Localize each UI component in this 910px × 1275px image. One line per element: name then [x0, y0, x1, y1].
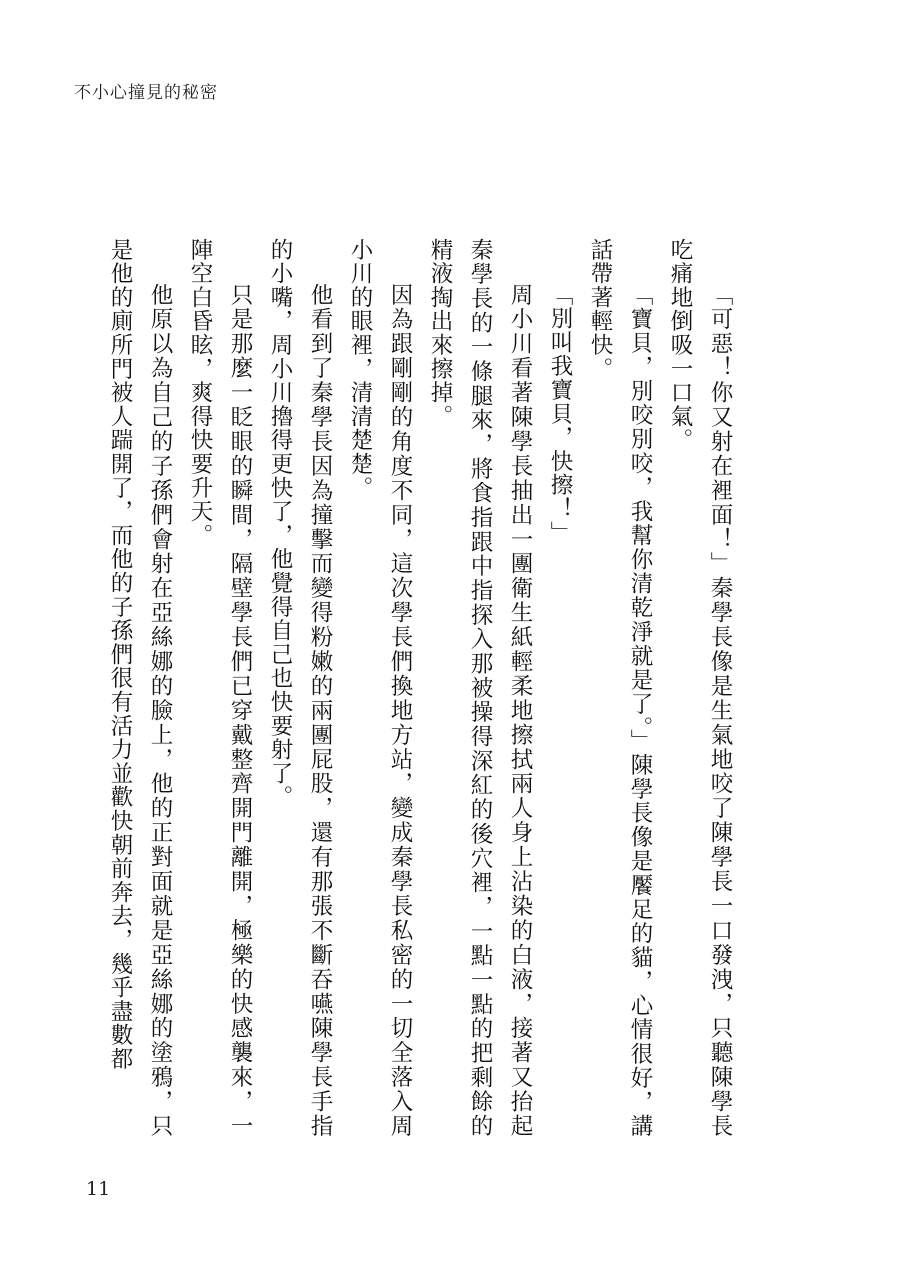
- paragraph-1: 「可惡！你又射在裡面！」秦學長像是生氣地咬了陳學長一口發洩，只聽陳學長吃痛地倒吸一口氣。: [667, 238, 733, 1138]
- paragraph-5: 因為跟剛剛的角度不同，這次學長們換地方站，變成秦學長私密的一切全落入周小川的眼裡，清清楚楚。: [347, 238, 413, 1138]
- paragraph-2: 「寶貝，別咬別咬，我幫你清乾淨就是了。」陳學長像是饜足的貓，心情很好，講話帶著輕快。: [587, 238, 653, 1138]
- running-title: 不小心撞見的秘密: [74, 83, 218, 103]
- paragraph-6: 他看到了秦學長因為撞擊而變得粉嫩的兩團屁股，還有那張不斷吞嚥陳學長手指的小嘴，周小川擼得更快了，他覺得自己也快要射了。: [267, 238, 333, 1138]
- page-number: 11: [86, 1178, 111, 1200]
- vertical-text-body: [100, 238, 740, 1138]
- paragraph-3: 「別叫我寶貝，快擦！」: [547, 283, 573, 545]
- paragraph-8: 他原以為自己的子孫們會射在亞絲娜的臉上，他的正對面就是亞絲娜的塗鴉，只是他的廁所門被人踹開了，而他的子孫們很有活力並歡快朝前奔去，幾乎盡數都: [107, 238, 173, 1138]
- paragraph-4: 周小川看著陳學長抽出一團衛生紙輕柔地擦拭兩人身上沾染的白液，接著又抬起秦學長的一條腿來，將食指跟中指探入那被操得深紅的後穴裡，一點一點的把剩餘的精液掏出來擦掉。: [427, 238, 533, 1138]
- paragraph-7: 只是那麼一眨眼的瞬間，隔壁學長們已穿戴整齊開門離開，極樂的快感襲來，一陣空白昏眩，爽得快要升天。: [187, 238, 253, 1138]
